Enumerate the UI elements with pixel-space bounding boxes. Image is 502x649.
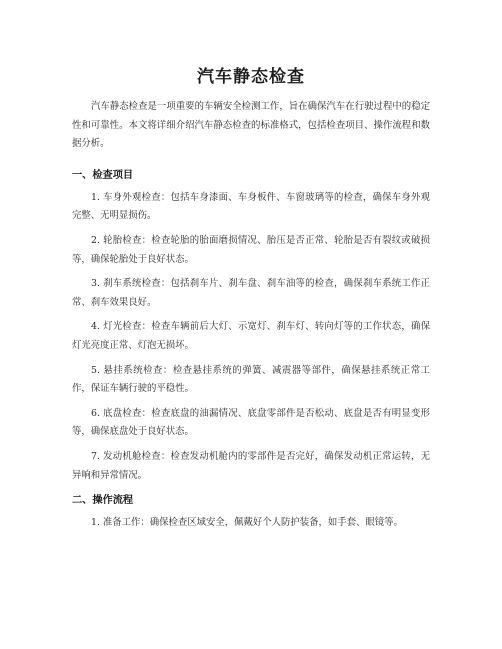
inspection-item: 1. 车身外观检查：包括车身漆面、车身板件、车窗玻璃等的检查，确保车身外观完整、无明显损伤。 <box>72 191 430 222</box>
process-step: 1. 准备工作：确保检查区域安全，佩戴好个人防护装备，如手套、眼镜等。 <box>91 517 403 529</box>
page-title: 汽车静态检查 <box>197 67 305 87</box>
document-body <box>72 98 430 539</box>
inspection-item: 4. 灯光检查：检查车辆前后大灯、示宽灯、刹车灯、转向灯等的工作状态，确保灯光亮度正常、灯泡无损坏。 <box>72 321 430 351</box>
inspection-item: 6. 底盘检查：检查底盘的油漏情况、底盘零部件是否松动、底盘是否有明显变形等，确保底盘处于良好状态。 <box>72 407 430 438</box>
inspection-item: 2. 轮胎检查：检查轮胎的胎面磨损情况、胎压是否正常、轮胎是否有裂纹或破损等，确保轮胎处于良好状态。 <box>72 234 430 265</box>
inspection-item: 7. 发动机舱检查：检查发动机舱内的零部件是否完好，确保发动机正常运转，无异响和异常情况。 <box>72 450 430 481</box>
section-heading-operation-process: 二、操作流程 <box>72 495 134 507</box>
intro-paragraph: 汽车静态检查是一项重要的车辆安全检测工作，旨在确保汽车在行驶过程中的稳定性和可靠性。本文将详细介绍汽车静态检查的标准格式，包括检查项目、操作流程和数据分析。 <box>72 101 430 150</box>
inspection-item: 3. 刹车系统检查：包括刹车片、刹车盘、刹车油等的检查，确保刹车系统工作正常、刹车效果良好。 <box>72 278 430 308</box>
inspection-item: 5. 悬挂系统检查：检查悬挂系统的弹簧、减震器等部件，确保悬挂系统正常工作，保证车辆行驶的平稳性。 <box>72 364 430 395</box>
section-heading-inspection-items: 一、检查项目 <box>72 169 134 181</box>
